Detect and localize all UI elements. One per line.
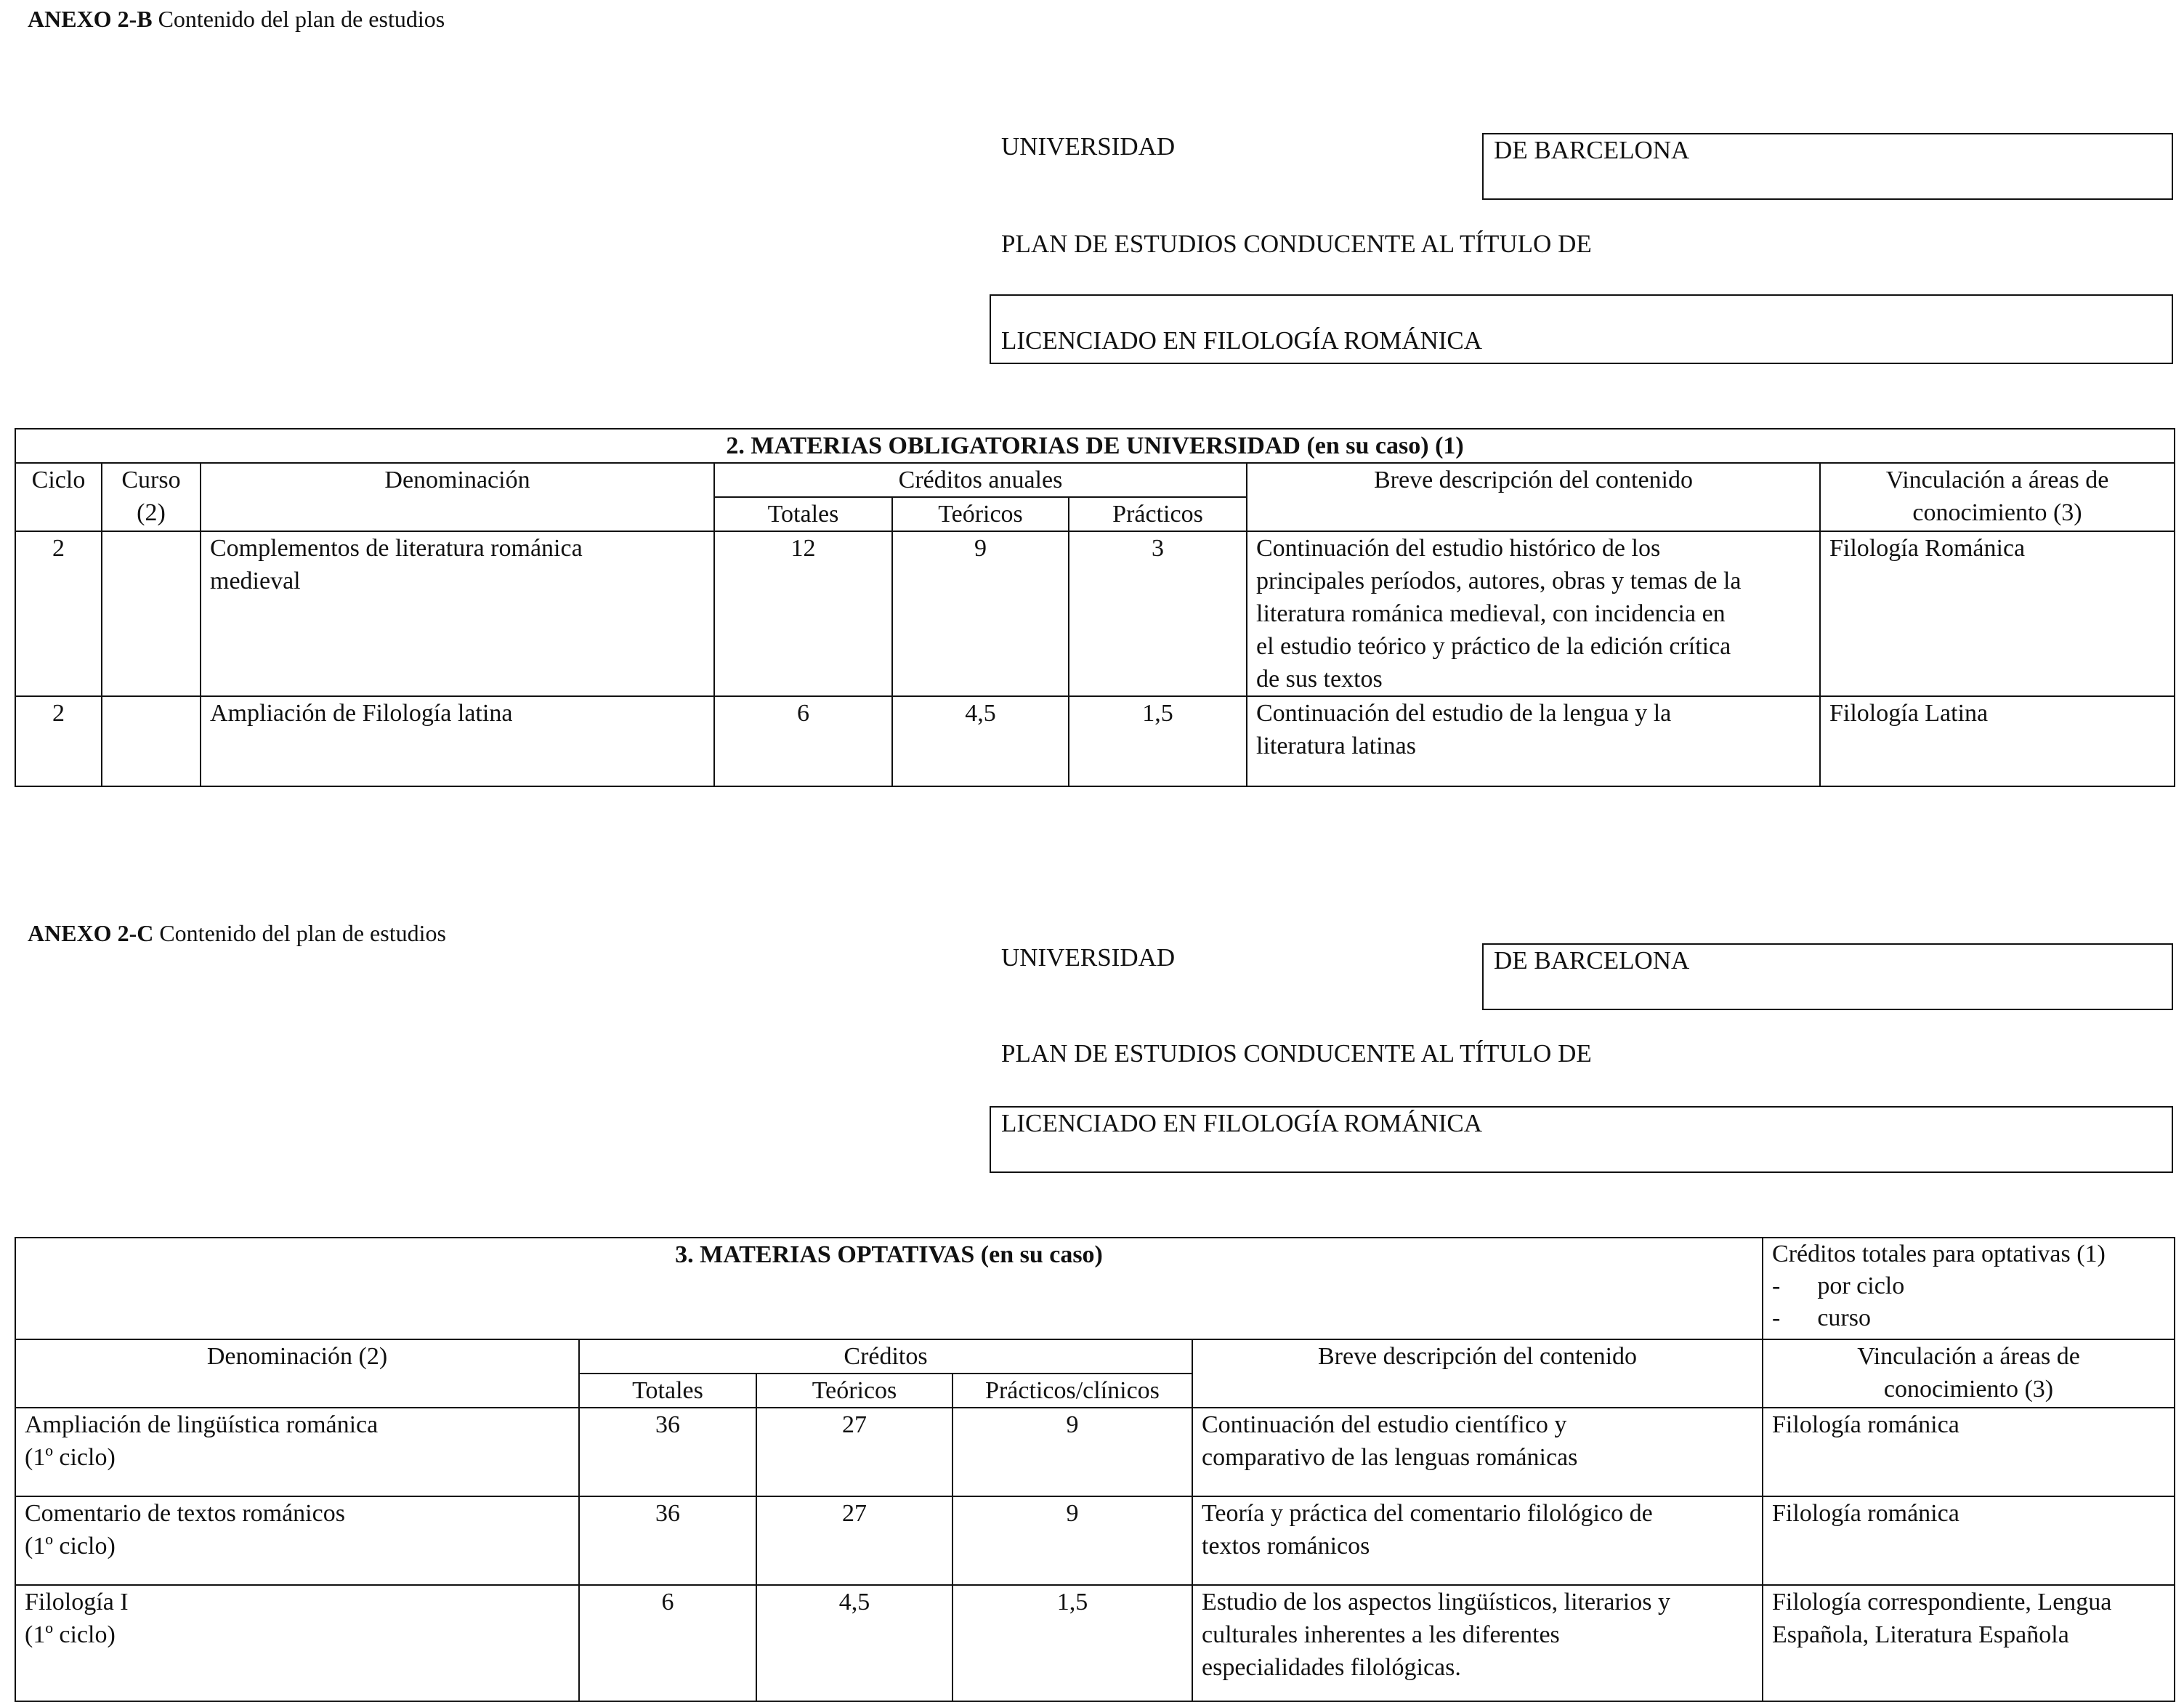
note-line2: - por ciclo <box>1772 1273 1905 1299</box>
university-box: DE BARCELONA <box>1482 943 2173 1010</box>
header-curso-note: (2) <box>137 499 166 526</box>
header-curso-label: Curso <box>121 467 181 493</box>
denominacion-line1: Ampliación de lingüística románica <box>25 1411 379 1438</box>
header-vinculacion-line2: conocimiento (3) <box>1883 1376 2054 1403</box>
cell-ciclo: 2 <box>15 696 102 786</box>
cell-vinculacion <box>1763 1496 2175 1585</box>
anexo-2b-heading <box>28 6 445 33</box>
note-line3: - curso <box>1772 1304 1871 1331</box>
plan-label: PLAN DE ESTUDIOS CONDUCENTE AL TÍTULO DE <box>1001 230 1592 258</box>
obligatorias-table <box>15 428 2175 787</box>
header-totales: Totales <box>714 497 892 531</box>
degree-box: LICENCIADO EN FILOLOGÍA ROMÁNICA <box>990 1106 2173 1173</box>
denominacion-line1: Complementos de literatura románica <box>210 535 583 562</box>
header-teoricos: Teóricos <box>756 1374 953 1408</box>
descripcion-line: Estudio de los aspectos lingüísticos, literarios y <box>1202 1589 1670 1616</box>
cell-descripcion <box>1192 1585 1763 1701</box>
cell-practicos: 3 <box>1069 531 1247 696</box>
table-row <box>15 1496 2175 1585</box>
header-totales: Totales <box>579 1374 756 1408</box>
cell-practicos: 1,5 <box>953 1585 1192 1701</box>
cell-practicos: 9 <box>953 1408 1192 1496</box>
plan-label: PLAN DE ESTUDIOS CONDUCENTE AL TÍTULO DE <box>1001 1039 1592 1068</box>
cell-totales: 6 <box>714 696 892 786</box>
cell-totales: 12 <box>714 531 892 696</box>
cell-denominacion <box>201 696 714 786</box>
header-practicos: Prácticos <box>1069 497 1247 531</box>
header-vinculacion <box>1820 463 2175 531</box>
cell-ciclo: 2 <box>15 531 102 696</box>
vinculacion-line: Española, Literatura Española <box>1772 1621 2069 1648</box>
anexo-code: ANEXO 2-B <box>28 6 153 32</box>
descripcion-line: Teoría y práctica del comentario filológico de <box>1202 1500 1653 1527</box>
cell-teoricos: 27 <box>756 1408 953 1496</box>
header-vinculacion-line1: Vinculación a áreas de <box>1885 467 2109 493</box>
table-title: 2. MATERIAS OBLIGATORIAS DE UNIVERSIDAD (en su caso) (1) <box>15 429 2175 463</box>
cell-totales: 36 <box>579 1496 756 1585</box>
table-row <box>15 1408 2175 1496</box>
header-practicos: Prácticos/clínicos <box>953 1374 1192 1408</box>
denominacion-line1: Comentario de textos románicos <box>25 1500 345 1527</box>
descripcion-line: culturales inherentes a les diferentes <box>1202 1621 1560 1648</box>
anexo-text: Contenido del plan de estudios <box>158 6 445 32</box>
vinculacion-line: Filología románica <box>1772 1500 1959 1527</box>
cell-teoricos: 4,5 <box>892 696 1069 786</box>
cell-vinculacion <box>1763 1585 2175 1701</box>
table-row <box>15 531 2175 696</box>
descripcion-line: comparativo de las lenguas románicas <box>1202 1444 1578 1471</box>
denominacion-line2: (1º ciclo) <box>25 1444 116 1471</box>
descripcion-line: especialidades filológicas. <box>1202 1654 1461 1681</box>
cell-teoricos: 9 <box>892 531 1069 696</box>
vinculacion-line: Filología correspondiente, Lengua <box>1772 1589 2112 1616</box>
table-title: 3. MATERIAS OPTATIVAS (en su caso) <box>15 1238 1763 1339</box>
university-label: UNIVERSIDAD <box>1001 943 1176 972</box>
anexo-2c-heading <box>28 920 446 947</box>
header-descripcion: Breve descripción del contenido <box>1247 463 1820 531</box>
denominacion-line2: medieval <box>210 568 301 594</box>
descripcion-line: textos románicos <box>1202 1533 1370 1560</box>
cell-descripcion <box>1247 531 1820 696</box>
cell-descripcion <box>1192 1496 1763 1585</box>
descripcion-line: literatura románica medieval, con incidencia en <box>1256 600 1726 627</box>
university-label: UNIVERSIDAD <box>1001 132 1176 161</box>
header-ciclo: Ciclo <box>15 463 102 531</box>
anexo-text: Contenido del plan de estudios <box>159 920 446 946</box>
denominacion-line1: Ampliación de Filología latina <box>210 700 513 727</box>
denominacion-line2: (1º ciclo) <box>25 1533 116 1560</box>
cell-denominacion <box>15 1408 579 1496</box>
header-vinculacion <box>1763 1339 2175 1408</box>
optativas-credits-note <box>1763 1238 2175 1339</box>
cell-descripcion <box>1247 696 1820 786</box>
cell-teoricos: 4,5 <box>756 1585 953 1701</box>
descripcion-line: literatura latinas <box>1256 733 1416 759</box>
cell-practicos: 1,5 <box>1069 696 1247 786</box>
header-teoricos: Teóricos <box>892 497 1069 531</box>
header-creditos: Créditos anuales <box>714 463 1247 497</box>
cell-curso <box>102 531 201 696</box>
anexo-code: ANEXO 2-C <box>28 920 154 946</box>
header-creditos: Créditos <box>579 1339 1192 1374</box>
header-curso <box>102 463 201 531</box>
cell-vinculacion <box>1763 1408 2175 1496</box>
cell-vinculacion: Filología Románica <box>1820 531 2175 696</box>
header-denominacion: Denominación <box>201 463 714 531</box>
cell-denominacion <box>201 531 714 696</box>
descripcion-line: principales períodos, autores, obras y temas de la <box>1256 568 1742 594</box>
degree-box: LICENCIADO EN FILOLOGÍA ROMÁNICA <box>990 294 2173 364</box>
header-descripcion: Breve descripción del contenido <box>1192 1339 1763 1408</box>
cell-totales: 36 <box>579 1408 756 1496</box>
descripcion-line: Continuación del estudio científico y <box>1202 1411 1567 1438</box>
university-box: DE BARCELONA <box>1482 133 2173 200</box>
descripcion-line: de sus textos <box>1256 666 1383 693</box>
header-vinculacion-line1: Vinculación a áreas de <box>1857 1343 2080 1370</box>
cell-teoricos: 27 <box>756 1496 953 1585</box>
descripcion-line: el estudio teórico y práctico de la edición crítica <box>1256 633 1731 660</box>
descripcion-line: Continuación del estudio de la lengua y la <box>1256 700 1672 727</box>
note-line1: Créditos totales para optativas (1) <box>1772 1241 2106 1267</box>
denominacion-line2: (1º ciclo) <box>25 1621 116 1648</box>
descripcion-line: Continuación del estudio histórico de los <box>1256 535 1661 562</box>
denominacion-line1: Filología I <box>25 1589 129 1616</box>
vinculacion-line: Filología románica <box>1772 1411 1959 1438</box>
cell-curso <box>102 696 201 786</box>
optativas-table <box>15 1237 2175 1702</box>
cell-practicos: 9 <box>953 1496 1192 1585</box>
cell-totales: 6 <box>579 1585 756 1701</box>
table-row <box>15 1585 2175 1701</box>
cell-denominacion <box>15 1496 579 1585</box>
header-vinculacion-line2: conocimiento (3) <box>1912 499 2082 526</box>
cell-denominacion <box>15 1585 579 1701</box>
cell-vinculacion: Filología Latina <box>1820 696 2175 786</box>
header-denominacion: Denominación (2) <box>15 1339 579 1408</box>
table-row <box>15 696 2175 786</box>
cell-descripcion <box>1192 1408 1763 1496</box>
